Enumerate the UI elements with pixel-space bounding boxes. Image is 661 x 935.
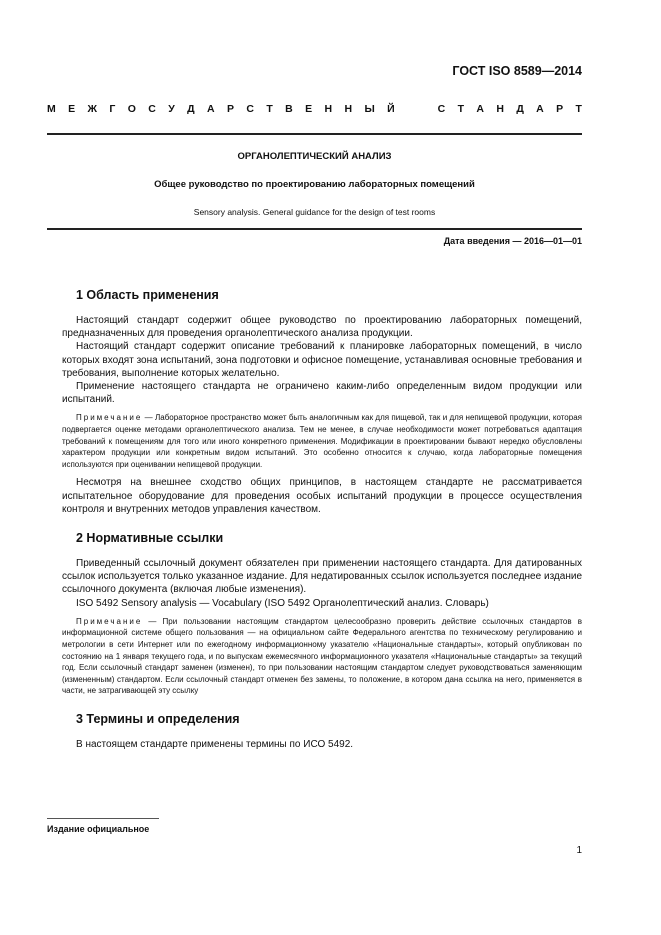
standard-type-letter: В	[285, 103, 293, 115]
standard-type-letter: Ы	[364, 103, 375, 115]
paragraph: Настоящий стандарт содержит общее руководство по проектированию лабораторных помещений, предназначенных для проведения органолептического анализа продукции.	[62, 315, 582, 340]
standard-type-letter: С	[246, 103, 254, 115]
reference-item: ISO 5492 Sensory analysis — Vocabulary (ISO 5492 Органолептический анализ. Словарь)	[76, 597, 489, 609]
paragraph: Применение настоящего стандарта не ограничено каким-либо определенным видом продукции или испытаний.	[62, 381, 582, 406]
standard-type-letter: У	[168, 103, 175, 115]
standard-type-letter: Р	[226, 103, 234, 115]
standard-type-letter: Д	[516, 103, 524, 115]
standard-type-letter: Г	[109, 103, 116, 115]
standard-type-letter: Ж	[87, 103, 98, 115]
note-label: Примечание	[76, 413, 143, 423]
document-number: ГОСТ ISO 8589—2014	[452, 64, 582, 78]
header-divider	[47, 133, 582, 135]
edition-label: Издание официальное	[47, 824, 150, 834]
standard-type-letter: О	[127, 103, 136, 115]
standard-type-letter: Р	[556, 103, 564, 115]
paragraph: Настоящий стандарт содержит описание требований к планировке лабораторных помещений, в число которых входят зона испытаний, зона подготовки и офисное помещение, устанавливая основные требования и требования, выполнение которых желательно.	[62, 341, 582, 379]
document-title: ОРГАНОЛЕПТИЧЕСКИЙ АНАЛИЗ	[237, 151, 392, 162]
standard-type-letter: Т	[575, 103, 582, 115]
document-subtitle: Общее руководство по проектированию лабораторных помещений	[154, 179, 475, 190]
standard-type-gap	[422, 103, 425, 115]
paragraph: В настоящем стандарте применены термины по ИСО 5492.	[76, 738, 354, 750]
standard-type-letter: С	[437, 103, 446, 115]
standard-type-heading	[47, 103, 582, 115]
standard-type-letter: М	[47, 103, 56, 115]
paragraph: Несмотря на внешнее сходство общих принципов, в настоящем стандарте не рассматривается испытательное оборудование для проведения особых испытаний продукции в процессе осуществления контроля и внутренних методов управления качеством.	[62, 477, 582, 515]
document-body	[62, 287, 582, 751]
note	[62, 616, 582, 697]
standard-type-letter: Н	[324, 103, 333, 115]
section-terms-definitions	[62, 711, 582, 751]
standard-type-letter: А	[476, 103, 484, 115]
page-number: 1	[576, 845, 582, 856]
standard-type-letter: А	[207, 103, 215, 115]
standard-type-letter: С	[148, 103, 156, 115]
standard-type-letter: Е	[68, 103, 76, 115]
section-normative-references	[62, 530, 582, 697]
standard-type-letter: Н	[496, 103, 504, 115]
section-heading: 2 Нормативные ссылки	[76, 531, 224, 545]
standard-type-letter: Й	[387, 103, 395, 115]
title-divider	[47, 228, 582, 230]
introduction-date: Дата введения — 2016—01—01	[443, 236, 582, 246]
note-text: — При пользовании настоящим стандартом целесообразно проверить действие ссылочных стандартов в информационной системе общего пользования — на официальном сайте Федерального агентства по техническому регулированию и метрологии в сети Интернет или по ежегодному информационному указателю «Национальные стандарты», который опубликован по состоянию на 1 января текущего года, и по выпускам ежемесячного информационного указателя «Национальные стандарты» за текущий год. Если ссылочный стандарт заменен (изменен), то при пользовании настоящим стандартом следует руководствоваться заменяющим (измененным) стандартом. Если ссылочный стандарт отменен без замены, то положение, в котором дана ссылка на него, применяется в части, не затрагивающей эту ссылку	[62, 616, 582, 696]
standard-type-letter: Т	[457, 103, 464, 115]
section-heading: 3 Термины и определения	[76, 711, 240, 726]
standard-type-letter: Е	[305, 103, 313, 115]
section-scope	[62, 287, 582, 516]
standard-type-letter: Н	[344, 103, 353, 115]
footer-divider	[47, 818, 159, 819]
standard-type-gap	[407, 103, 410, 115]
note-text: — Лабораторное пространство может быть аналогичным как для пищевой, так и для непищевой продукции, которая подвергается оценке методами органолептического анализа. Тем не менее, в случае необходимости может потребоваться адаптация требований к помещениям для того или иного конкретного применения. Модификации в проектировании бывают нередко обусловлены характером продукции или конкретным видом испытаний. Это особенно относится к случаю, когда лабораторные помещения используются при оценивании непищевой продукции.	[62, 413, 582, 469]
section-heading: 1 Область применения	[76, 288, 219, 302]
note-label: Примечание	[76, 616, 143, 626]
standard-type-letter: А	[536, 103, 544, 115]
standard-type-letter: Т	[266, 103, 273, 115]
paragraph: Приведенный ссылочный документ обязателен при применении настоящего стандарта. Для датированных ссылок используется только указанное издание. Для недатированных ссылок используется последнее издание ссылочного документа (включая любые изменения).	[62, 558, 582, 596]
note	[62, 412, 582, 470]
document-title-english: Sensory analysis. General guidance for the design of test rooms	[193, 207, 436, 217]
standard-type-letter: Д	[187, 103, 195, 115]
